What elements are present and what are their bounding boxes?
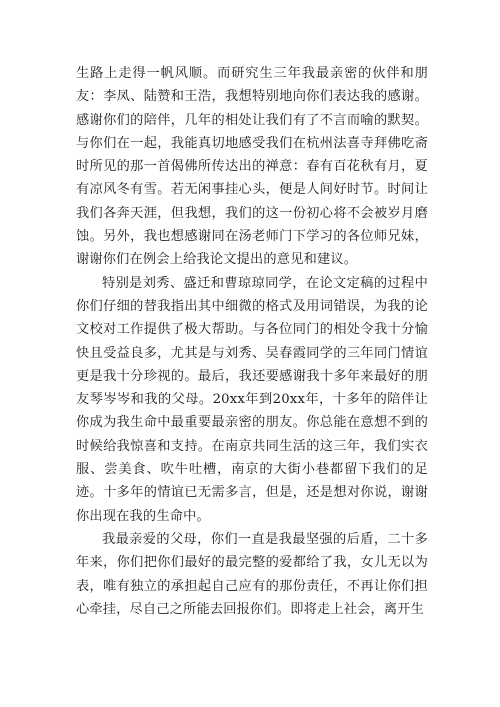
paragraph-1: 生路上走得一帆风顺。而研究生三年我最亲密的伙伴和朋友：李凤、陆赞和王浩，我想特别地向你们表达我的感谢。感谢你们的陪伴，几年的相处让我们有了不言而喻的默契。与你们在一起，我能真切地感受我们在杭州法喜寺拜佛吃斋时所见的那一首偈佛所传达出的禅意：春有百花秋有月，夏有凉风冬有雪。若无闲事挂心头，便是人间好时节。时间让我们各奔天涯，但我想，我们的这一份初心将不会被岁月磨蚀。另外，我也想感谢同在汤老师门下学习的各位师兄妹，谢谢你们在例会上给我论文提出的意见和建议。 — [76, 66, 428, 268]
paragraph-2: 特别是刘秀、盛迁和曹琼琼同学，在论文定稿的过程中你们仔细的替我指出其中细微的格式及用词错误，为我的论文校对工作提供了极大帮助。与各位同门的相处令我十分愉快且受益良多，尤其是与刘秀、吴春霞同学的三年同门情谊更是我十分珍视的。最后，我还要感谢我十多年来最好的朋友琴岑岑和我的父母。20xx年到20xx年，十多年的陪伴让你成为我生命中最重要最亲密的朋友。你总能在意想不到的时候给我惊喜和支持。在南京共同生活的这三年，我们实衣服、尝美食、吹牛吐槽，南京的大街小巷都留下我们的足迹。十多年的情谊已无需多言，但是，还是想对你说，谢谢你出现在我的生命中。 — [76, 275, 428, 524]
paragraph-3: 我最亲爱的父母，你们一直是我最坚强的后盾，二十多年来，你们把你们最好的最完整的爱都给了我，女儿无以为表，唯有独立的承担起自己应有的那份责任，不再让你们担心牵挂，尽自己之所能去回报你们。即将走上社会，离开生 — [76, 531, 428, 617]
document-body — [76, 62, 428, 621]
